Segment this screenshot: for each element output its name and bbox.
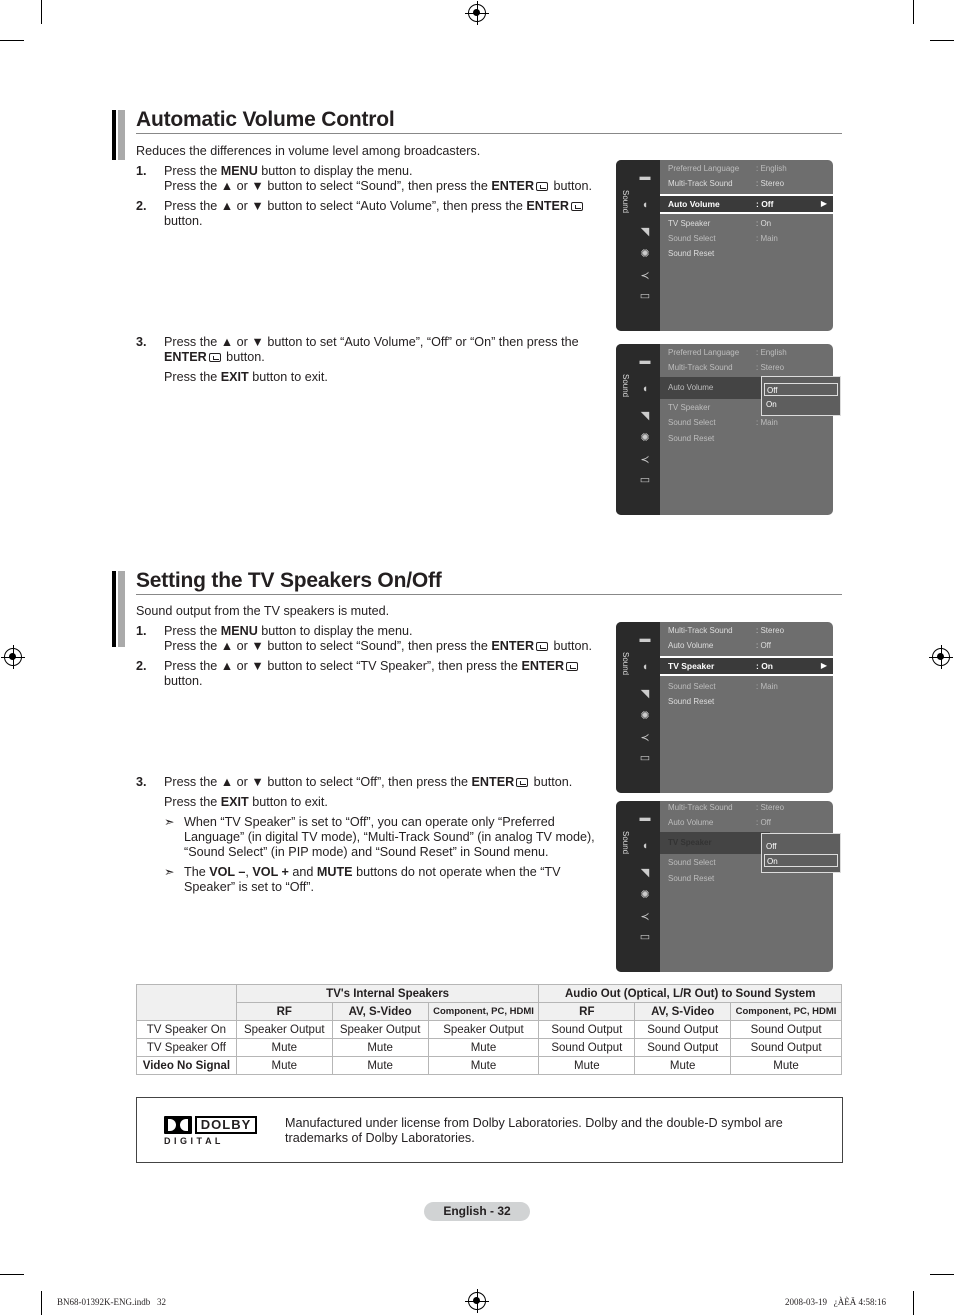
osd-side-label: Sound <box>621 652 630 676</box>
registration-mark-icon <box>468 1292 486 1310</box>
osd-row[interactable]: Auto Volume : Off <box>668 641 771 650</box>
osd-option-off[interactable]: Off <box>766 842 777 851</box>
crop-mark <box>930 1274 954 1275</box>
enter-icon <box>536 182 548 191</box>
table-cell: Sound Output <box>539 1021 635 1039</box>
osd-row[interactable]: Auto Volume : Off <box>668 818 771 827</box>
section-intro: Sound output from the TV speakers is muted. <box>136 604 390 618</box>
osd-row[interactable]: Sound Reset <box>668 249 715 258</box>
osd-sidebar <box>616 801 660 972</box>
table-col-header: Component, PC, HDMI <box>428 1003 539 1021</box>
osd-sidebar <box>616 344 660 515</box>
osd-row[interactable]: Preferred Language : English <box>668 164 787 173</box>
step-number: 2. <box>136 199 147 213</box>
table-cell: Sound Output <box>731 1039 842 1057</box>
step-text: Press the ▲ or ▼ button to select “Auto Volume”, then press the ENTER button. <box>164 199 604 229</box>
table-cell: Mute <box>428 1039 539 1057</box>
crop-mark <box>0 1274 24 1275</box>
file-slug: BN68-01392K-ENG.indb 32 <box>57 1297 166 1307</box>
picture-icon: ▬ <box>639 633 651 645</box>
osd-row[interactable]: Sound Select : Main <box>668 418 778 427</box>
osd-sound-menu <box>616 160 833 331</box>
osd-selected-row[interactable]: Auto Volume : Off ▶ <box>660 194 833 214</box>
step-text: Press the ▲ or ▼ button to select “TV Speaker”, then press the ENTER button. <box>164 659 604 689</box>
table-row <box>137 1021 842 1039</box>
channel-icon: ◥ <box>640 688 650 700</box>
step-text: Press the MENU button to display the menu. Press the ▲ or ▼ button to select “Sound”, then press the ENTER button. <box>164 164 593 193</box>
speaker-output-table <box>136 984 842 1075</box>
osd-row[interactable]: Auto Volume <box>668 383 714 392</box>
date-slug: 2008-03-19 ¿ÀÈÄ 4:58:16 <box>785 1297 886 1307</box>
osd-row[interactable]: Sound Reset <box>668 874 715 883</box>
osd-row[interactable]: Multi-Track Sound : Stereo <box>668 626 785 635</box>
step-number: 1. <box>136 624 147 638</box>
enter-icon <box>566 662 578 671</box>
note-arrow-icon: ➣ <box>164 865 175 879</box>
step-number: 3. <box>136 335 147 349</box>
osd-row[interactable]: Sound Reset <box>668 697 715 706</box>
sound-icon: ◖ <box>641 383 649 395</box>
table-col-header: AV, S-Video <box>635 1003 731 1021</box>
setup-icon: ✺ <box>640 248 650 260</box>
application-icon: ▭ <box>639 290 651 302</box>
input-icon: ≺ <box>640 732 650 744</box>
table-corner <box>137 985 237 1021</box>
input-icon: ≺ <box>640 454 650 466</box>
crop-mark <box>41 1291 42 1315</box>
osd-sidebar <box>616 160 660 331</box>
section-bar <box>118 571 125 647</box>
table-cell: Speaker Output <box>236 1021 332 1039</box>
osd-selected-row[interactable]: TV Speaker : On ▶ <box>660 656 833 676</box>
input-icon: ≺ <box>640 270 650 282</box>
osd-row[interactable]: TV Speaker : On <box>668 219 772 228</box>
section-bar <box>112 110 116 160</box>
osd-row[interactable]: Multi-Track Sound : Stereo <box>668 179 785 188</box>
table-col-header: Component, PC, HDMI <box>731 1003 842 1021</box>
channel-icon: ◥ <box>640 226 650 238</box>
osd-sidebar <box>616 622 660 793</box>
osd-row[interactable]: Sound Select : Main <box>668 682 778 691</box>
section-bar <box>118 110 125 160</box>
arrow-right-icon: ▶ <box>820 661 827 670</box>
osd-side-label: Sound <box>621 190 630 214</box>
section-rule <box>136 133 842 134</box>
osd-option-on[interactable]: On <box>766 400 777 409</box>
table-row-label: Video No Signal <box>137 1057 237 1075</box>
osd-side-label: Sound <box>621 831 630 855</box>
step-number: 2. <box>136 659 147 673</box>
osd-sound-menu <box>616 344 833 515</box>
section-rule <box>136 594 842 595</box>
table-cell: Sound Output <box>635 1021 731 1039</box>
section-title: Setting the TV Speakers On/Off <box>136 569 442 592</box>
osd-option-on[interactable]: On <box>764 854 838 867</box>
dolby-notice-box <box>136 1097 843 1163</box>
sound-icon: ◖ <box>641 199 649 211</box>
osd-sound-menu <box>616 622 833 793</box>
sound-icon: ◖ <box>641 840 649 852</box>
section-bar <box>112 571 116 647</box>
step-text: Press the EXIT button to exit. <box>164 370 328 384</box>
crop-mark <box>913 1291 914 1315</box>
table-cell: Speaker Output <box>428 1021 539 1039</box>
table-cell: Mute <box>539 1057 635 1075</box>
input-icon: ≺ <box>640 911 650 923</box>
table-cell: Mute <box>332 1039 428 1057</box>
crop-mark <box>41 0 42 24</box>
osd-sound-menu <box>616 801 833 972</box>
step-text: Press the ▲ or ▼ button to select “Off”, then press the ENTER button. <box>164 775 573 789</box>
table-row <box>137 1039 842 1057</box>
osd-row[interactable]: TV Speaker <box>668 403 711 412</box>
setup-icon: ✺ <box>640 889 650 901</box>
dolby-logo-icon: DOLBY D I G I T A L <box>164 1116 260 1146</box>
enter-icon <box>209 353 221 362</box>
osd-row[interactable]: Sound Reset <box>668 434 715 443</box>
sound-icon: ◖ <box>641 661 649 673</box>
channel-icon: ◥ <box>640 410 650 422</box>
osd-dropdown <box>761 833 841 873</box>
enter-icon <box>571 202 583 211</box>
step-number: 1. <box>136 164 147 178</box>
table-group-header: Audio Out (Optical, L/R Out) to Sound System <box>539 985 842 1003</box>
note-text: When “TV Speaker” is set to “Off”, you can operate only “Preferred Language” (in digital TV mode), “Multi-Track Sound” (in analog TV mode), “Sound Select” (in PIP mode) and “Sound Reset” in Sound menu. <box>184 815 595 859</box>
osd-side-label: Sound <box>621 374 630 398</box>
setup-icon: ✺ <box>640 432 650 444</box>
note-text: The VOL –, VOL + and MUTE buttons do not operate when the “TV Speaker” is set to “Off”. <box>184 865 561 894</box>
table-cell: Sound Output <box>731 1021 842 1039</box>
osd-row[interactable]: Multi-Track Sound : Stereo <box>668 363 785 372</box>
table-row <box>137 1057 842 1075</box>
enter-icon <box>516 778 528 787</box>
application-icon: ▭ <box>639 474 651 486</box>
registration-mark-icon <box>932 648 950 666</box>
table-cell: Mute <box>332 1057 428 1075</box>
osd-row[interactable]: Sound Select : Main <box>668 234 778 243</box>
registration-mark-icon <box>468 4 486 22</box>
table-cell: Speaker Output <box>332 1021 428 1039</box>
table-col-header: RF <box>236 1003 332 1021</box>
enter-icon <box>536 642 548 651</box>
table-cell: Mute <box>731 1057 842 1075</box>
step-text: Press the ▲ or ▼ button to set “Auto Volume”, “Off” or “On” then press the ENTER button. <box>164 335 579 364</box>
table-cell: Mute <box>236 1057 332 1075</box>
table-group-header: TV's Internal Speakers <box>236 985 539 1003</box>
registration-mark-icon <box>4 648 22 666</box>
channel-icon: ◥ <box>640 867 650 879</box>
table-col-header: RF <box>539 1003 635 1021</box>
table-row-label: TV Speaker Off <box>137 1039 237 1057</box>
table-cell: Mute <box>428 1057 539 1075</box>
osd-row[interactable]: Preferred Language : English <box>668 348 787 357</box>
osd-row[interactable]: Multi-Track Sound : Stereo <box>668 803 785 812</box>
application-icon: ▭ <box>639 752 651 764</box>
table-cell: Mute <box>635 1057 731 1075</box>
crop-mark <box>0 40 24 41</box>
table-cell: Sound Output <box>539 1039 635 1057</box>
step-text: Press the MENU button to display the menu. Press the ▲ or ▼ button to select “Sound”, then press the ENTER button. <box>164 624 593 653</box>
table-col-header: AV, S-Video <box>332 1003 428 1021</box>
crop-mark <box>930 40 954 41</box>
picture-icon: ▬ <box>639 171 651 183</box>
picture-icon: ▬ <box>639 355 651 367</box>
table-cell: Sound Output <box>635 1039 731 1057</box>
step-number: 3. <box>136 775 147 789</box>
dolby-text: Manufactured under license from Dolby Laboratories. Dolby and the double-D symbol are trademarks of Dolby Laboratories. <box>285 1116 783 1145</box>
arrow-right-icon: ▶ <box>820 199 827 208</box>
osd-row[interactable]: TV Speaker <box>668 838 712 847</box>
osd-dropdown <box>761 376 841 416</box>
table-row-label: TV Speaker On <box>137 1021 237 1039</box>
table-cell: Mute <box>236 1039 332 1057</box>
setup-icon: ✺ <box>640 710 650 722</box>
crop-mark <box>913 0 914 24</box>
note-arrow-icon: ➣ <box>164 815 175 829</box>
step-text: Press the EXIT button to exit. <box>164 795 328 809</box>
application-icon: ▭ <box>639 931 651 943</box>
osd-row[interactable]: Sound Select <box>668 858 716 867</box>
picture-icon: ▬ <box>639 812 651 824</box>
osd-option-off[interactable]: Off <box>764 383 838 396</box>
section-intro: Reduces the differences in volume level among broadcasters. <box>136 144 481 158</box>
page-number-badge: English - 32 <box>424 1202 530 1221</box>
section-title: Automatic Volume Control <box>136 108 395 131</box>
